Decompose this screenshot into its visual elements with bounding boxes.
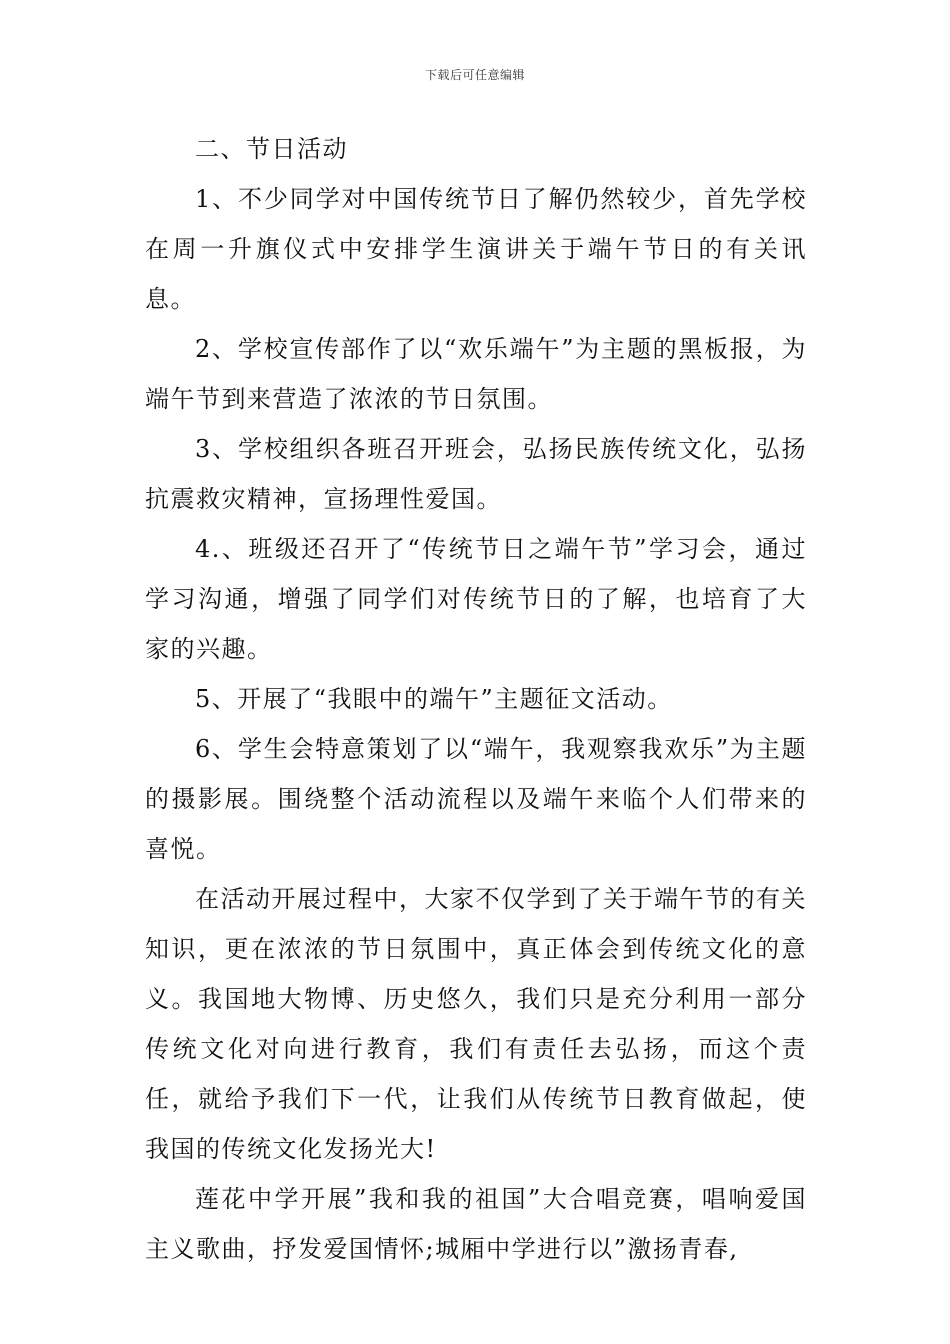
paragraph-summary: 在活动开展过程中，大家不仅学到了关于端午节的有关知识，更在浓浓的节日氛围中，真正体会到传统文化的意义。我国地大物博、历史悠久，我们只是充分利用一部分传统文化对向进行教育，我们有责任去弘扬，而这个责任，就给予我们下一代，让我们从传统节日教育做起，使我国的传统文化发扬光大! [145, 885, 807, 1163]
paragraph-item-6: 6、学生会特意策划了以“端午，我观察我欢乐”为主题的摄影展。围绕整个活动流程以及端午来临个人们带来的喜悦。 [145, 735, 807, 863]
section-heading: 二、节日活动 [195, 135, 348, 163]
page-header-note: 下载后可任意编辑 [424, 68, 525, 82]
paragraph-item-3: 3、学校组织各班召开班会，弘扬民族传统文化，弘扬抗震救灾精神，宣扬理性爱国。 [145, 435, 807, 513]
paragraph-item-4: 4.、班级还召开了“传统节日之端午节”学习会，通过学习沟通，增强了同学们对传统节日的了解，也培育了大家的兴趣。 [145, 535, 807, 663]
document-body [145, 124, 807, 1274]
paragraph-item-2: 2、学校宣传部作了以“欢乐端午”为主题的黑板报，为端午节到来营造了浓浓的节日氛围。 [145, 335, 807, 413]
paragraph-item-1: 1、不少同学对中国传统节日了解仍然较少，首先学校在周一升旗仪式中安排学生演讲关于端午节日的有关讯息。 [145, 185, 807, 313]
paragraph-schools: 莲花中学开展”我和我的祖国”大合唱竞赛，唱响爱国主义歌曲，抒发爱国情怀;城厢中学进行以”激扬青春, [145, 1185, 807, 1263]
paragraph-item-5: 5、开展了“我眼中的端午”主题征文活动。 [195, 685, 673, 713]
